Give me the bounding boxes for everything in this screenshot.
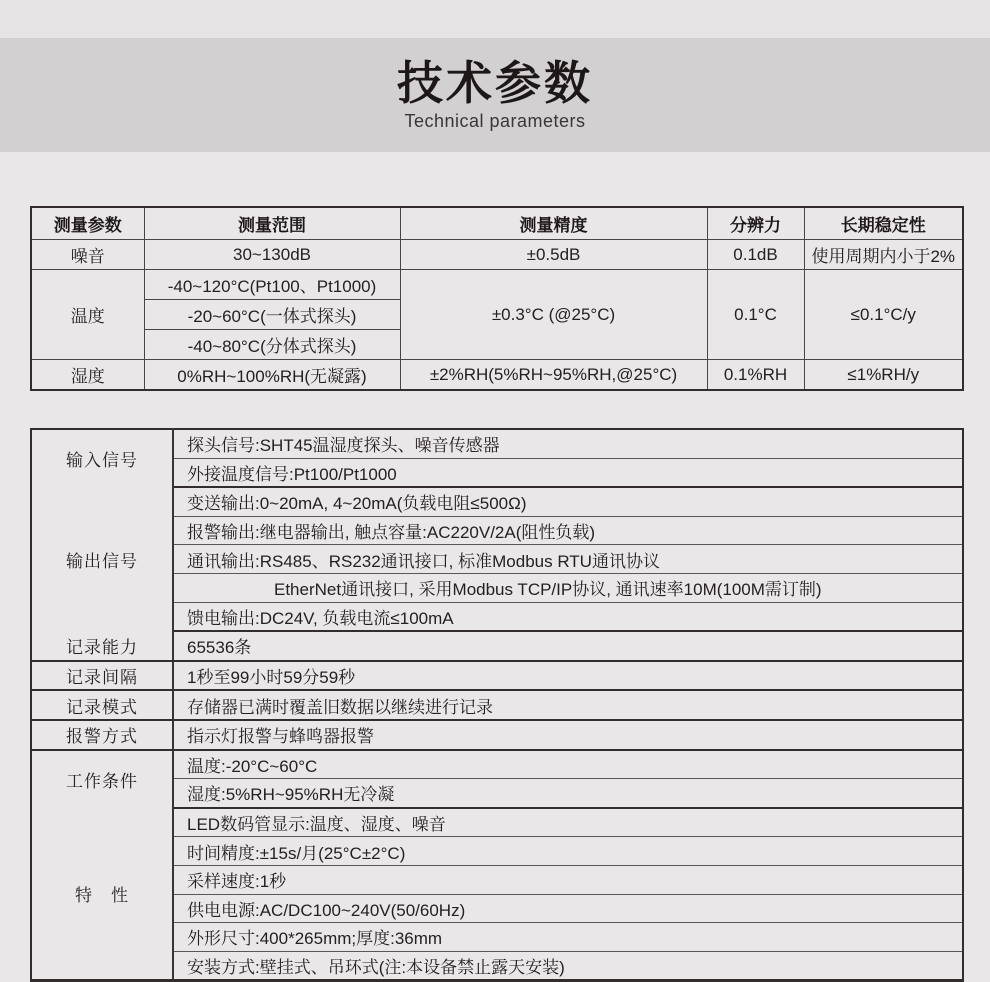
detail-label-cell: 报警方式 — [31, 720, 173, 750]
detail-label-cell: 输入信号 — [31, 429, 173, 487]
spec-range-cell: 30~130dB — [144, 240, 400, 270]
detail-label-cell: 记录模式 — [31, 690, 173, 720]
detail-line-cell: 指示灯报警与蜂鸣器报警 — [173, 720, 963, 750]
page-subtitle: Technical parameters — [404, 111, 586, 132]
detail-row — [31, 487, 963, 516]
spec-range-cell: 0%RH~100%RH(无凝露) — [144, 360, 400, 391]
spec-row — [31, 240, 963, 270]
detail-line-cell: 探头信号:SHT45温湿度探头、噪音传感器 — [173, 429, 963, 458]
spec-stability-cell: ≤0.1°C/y — [804, 270, 963, 360]
detail-line-cell: 变送输出:0~20mA, 4~20mA(负载电阻≤500Ω) — [173, 487, 963, 516]
spec-header-row — [31, 207, 963, 240]
spec-resolution-cell: 0.1dB — [707, 240, 804, 270]
spec-header-cell: 测量范围 — [144, 207, 400, 240]
top-strip — [0, 0, 990, 38]
detail-line-cell: 馈电输出:DC24V, 负载电流≤100mA — [173, 602, 963, 631]
spec-row — [31, 270, 963, 300]
detail-table-body — [31, 429, 963, 981]
detail-line-cell: LED数码管显示:温度、湿度、噪音 — [173, 808, 963, 837]
spec-param-cell: 噪音 — [31, 240, 144, 270]
detail-line-cell: 供电电源:AC/DC100~240V(50/60Hz) — [173, 894, 963, 923]
spec-header-cell: 分辨力 — [707, 207, 804, 240]
detail-row — [31, 690, 963, 720]
detail-line-cell: 湿度:5%RH~95%RH无冷凝 — [173, 779, 963, 808]
spec-accuracy-cell: ±0.5dB — [400, 240, 707, 270]
spec-table-body — [31, 207, 963, 390]
detail-line-cell: 温度:-20°C~60°C — [173, 750, 963, 779]
detail-row — [31, 429, 963, 458]
detail-line-cell: 1秒至99小时59分59秒 — [173, 661, 963, 691]
measurement-spec-table — [30, 206, 964, 391]
detail-line-cell: 存储器已满时覆盖旧数据以继续进行记录 — [173, 690, 963, 720]
detail-label-cell: 记录间隔 — [31, 661, 173, 691]
detail-line-cell: 采样速度:1秒 — [173, 865, 963, 894]
spec-accuracy-cell: ±0.3°C (@25°C) — [400, 270, 707, 360]
spec-range-cell: -40~120°C(Pt100、Pt1000) — [144, 270, 400, 300]
spec-header-cell: 长期稳定性 — [804, 207, 963, 240]
spec-resolution-cell: 0.1%RH — [707, 360, 804, 391]
detail-label-cell: 输出信号 — [31, 487, 173, 631]
spec-stability-cell: ≤1%RH/y — [804, 360, 963, 391]
detail-row — [31, 720, 963, 750]
spec-header-cell: 测量参数 — [31, 207, 144, 240]
detail-label-cell: 特 性 — [31, 808, 173, 981]
detail-line-cell: 安装方式:壁挂式、吊环式(注:本设备禁止露天安装) — [187, 957, 565, 977]
spec-range-cell: -20~60°C(一体式探头) — [144, 300, 400, 330]
spec-resolution-cell: 0.1°C — [707, 270, 804, 360]
spec-accuracy-cell: ±2%RH(5%RH~95%RH,@25°C) — [400, 360, 707, 391]
detail-line-cell: 外形尺寸:400*265mm;厚度:36mm — [173, 923, 963, 952]
detail-line-cell: 65536条 — [173, 631, 963, 661]
detail-line-cell: 通讯输出:RS485、RS232通讯接口, 标准Modbus RTU通讯协议 — [173, 545, 963, 574]
detail-line-cell: 外接温度信号:Pt100/Pt1000 — [173, 458, 963, 487]
spec-range-cell: -40~80°C(分体式探头) — [144, 330, 400, 360]
detail-line-cell: 时间精度:±15s/月(25°C±2°C) — [173, 837, 963, 866]
spec-header-cell: 测量精度 — [400, 207, 707, 240]
detail-spec-table — [30, 428, 964, 982]
spec-param-cell: 温度 — [31, 270, 144, 360]
title-band — [0, 38, 990, 152]
detail-row — [31, 750, 963, 779]
detail-label-cell: 记录能力 — [31, 631, 173, 661]
detail-line-cell: EtherNet通讯接口, 采用Modbus TCP/IP协议, 通讯速率10M(100M需订制) — [173, 573, 963, 602]
detail-row — [31, 661, 963, 691]
spec-row — [31, 360, 963, 391]
detail-row — [31, 808, 963, 837]
detail-line-cell: 报警输出:继电器输出, 触点容量:AC220V/2A(阻性负载) — [173, 516, 963, 545]
page-title: 技术参数 — [397, 56, 593, 109]
spec-stability-cell: 使用周期内小于2% — [804, 240, 963, 270]
spec-param-cell: 湿度 — [31, 360, 144, 391]
detail-label-cell: 工作条件 — [31, 750, 173, 808]
detail-row — [31, 631, 963, 661]
